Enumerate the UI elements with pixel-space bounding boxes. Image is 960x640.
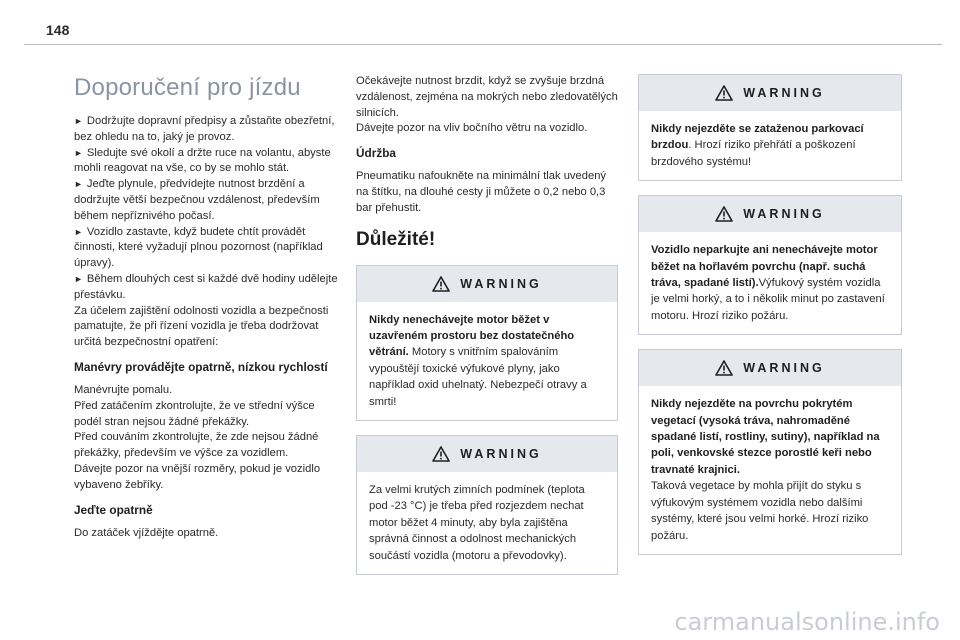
warning-box [356,265,618,421]
intro-line: Očekávejte nutnost brzdit, když se zvyšuje brzdná vzdálenost, zejména na mokrých nebo zledovatělých silnicích. [356,75,618,119]
warning-label: WARNING [743,361,825,376]
warning-label: WARNING [460,447,542,462]
bullet-text: Jeďte plynule, předvídejte nutnost brzdění a dodržujte větší bezpečnou vzdálenost, především během nepříznivého počasí. [74,178,320,222]
warning-box [638,349,902,555]
braking-text [356,74,618,137]
warning-text [357,312,617,410]
page-number: 148 [46,22,70,38]
maneuver-line: Manévrujte pomalu. [74,383,173,396]
watermark-logo: carmanualsonline.info [674,608,940,636]
bullet-text: Dodržujte dopravní předpisy a zůstaňte obezřetní, bez ohledu na to, jaký je provoz. [74,115,335,143]
maneuver-heading: Manévry provádějte opatrně, nízkou rychlostí [74,359,328,374]
arrow-bullet-icon: ► [74,226,83,237]
warning-triangle-icon [432,276,450,292]
warning-box [638,74,902,181]
warning-bold-text: Nikdy nejezděte na povrchu pokrytém vegetací (vysoká tráva, nahromaděné spadané listí, rostliny, sutiny), například na poli, venkovské stezce porostlé keři nebo travnaté krajnici. [651,398,880,476]
bullet-item [74,177,340,224]
warning-triangle-icon [715,360,733,376]
warning-triangle-icon [715,206,733,222]
arrow-bullet-icon: ► [74,179,83,190]
column-maintenance [356,74,618,589]
warning-bold-text: Nikdy nenechávejte motor běžet v uzavřeném prostoru bez dostatečného větrání. [369,313,575,359]
warning-label: WARNING [460,276,542,291]
bullet-item [74,114,340,146]
warning-text [639,396,901,544]
warning-header [357,266,617,302]
maintenance-text: Pneumatiku nafoukněte na minimální tlak uvedený na štítku, na dlouhé cesty ji můžete o 0,2 nebo 0,3 bar přehustit. [356,170,607,214]
warning-label: WARNING [743,86,825,100]
warning-box [638,195,902,335]
drive-carefully-heading: Jeďte opatrně [74,502,153,517]
important-heading: Důležité! [356,228,436,250]
bullet-item [74,146,340,178]
maneuver-line: Před zatáčením zkontrolujte, že ve střední výšce podél stran nejsou žádné překážky. [74,399,315,428]
bullet-item [74,225,340,272]
maneuver-line: Dávejte pozor na vnější rozměry, pokud je vozidlo vybaveno žebříky. [74,462,321,491]
warning-body-text: Za velmi krutých zimních podmínek (teplota pod -23 °C) je třeba před rozjezdem nechat motor běžet 4 minuty, aby byla zajištěna správná činnost a odolnost mechanických součástí vozidla (motoru a převodovky). [369,484,585,562]
warning-box [356,435,618,575]
column-driving-recommendations [74,74,340,541]
warning-text [639,242,901,324]
warning-body-text: . Hrozí riziko přehřátí a poškození brzdového systému! [651,139,856,168]
drive-carefully-text: Do zatáček vjíždějte opatrně. [74,526,219,539]
header-divider [24,44,942,45]
warning-body-text: Výfukový systém vozidla je velmi horký, a to i několik minut po zastavení motoru. Hrozí riziko požáru. [651,277,885,322]
closing-text: Za účelem zajištění odolnosti vozidla a bezpečnosti pamatujte, že při řízení vozidla je třeba dodržovat určitá bezpečnostní opatření: [74,304,329,349]
bullet-item [74,272,340,304]
warning-text [639,121,901,170]
bullet-text: Vozidlo zastavte, když budete chtít provádět činnosti, které vyžadují plnou pozornost (například úpravy). [74,225,323,270]
column-warnings [638,74,902,569]
arrow-bullet-icon: ► [74,147,83,158]
warning-header [639,196,901,232]
bullet-text: Sledujte své okolí a držte ruce na volantu, abyste mohli reagovat na vše, co by se mohlo stát. [74,146,331,175]
section-title: Doporučení pro jízdu [74,74,301,101]
warning-label: WARNING [743,207,825,222]
warning-header [639,75,901,111]
bullet-text: Během dlouhých cest si každé dvě hodiny udělejte přestávku. [74,272,338,301]
maneuver-line: Před couváním zkontrolujte, že zde nejsou žádné překážky, především ve výšce za vozidlem. [74,431,319,460]
warning-header [639,350,901,386]
warning-triangle-icon [432,446,450,462]
arrow-bullet-icon: ► [74,116,83,126]
warning-body-text: Taková vegetace by mohla přijít do styku s výfukovým systémem vozidla nebo dalšími systémy, které jsou velmi horké. Hrozí riziko požáru. [651,480,869,542]
intro-line: Dávejte pozor na vliv bočního větru na vozidlo. [356,122,588,135]
warning-bold-text: Vozidlo neparkujte ani nenechávejte motor běžet na hořlavém povrchu (např. suchá tráva, spadané listí). [651,244,878,290]
recommendations-list [74,114,340,351]
warning-header [357,436,617,472]
arrow-bullet-icon: ► [74,273,83,284]
warning-body-text: Motory s vnitřním spalováním vypouštějí toxické výfukové plyny, jako například oxid uhelnatý. Nebezpečí otravy a smrti! [369,346,587,408]
warning-bold-text: Nikdy nejezděte se zataženou parkovací brzdou [651,123,864,152]
maneuver-text [74,383,340,494]
warning-triangle-icon [715,85,733,101]
maintenance-heading: Údržba [356,146,396,161]
